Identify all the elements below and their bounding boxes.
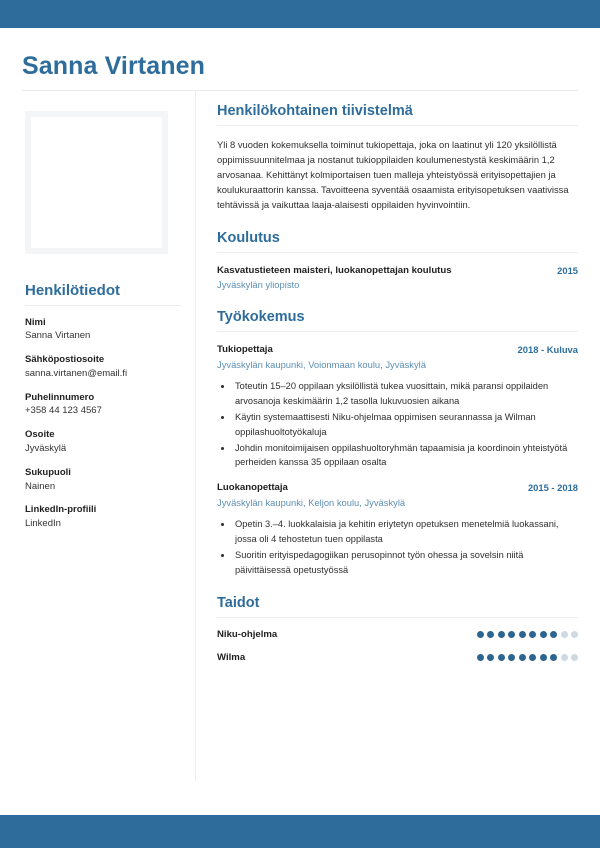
rating-dot-filled (550, 631, 557, 638)
entry-header (217, 481, 578, 495)
rating-dot-filled (529, 654, 536, 661)
experience-entry (217, 343, 578, 470)
rating-dot-filled (498, 654, 505, 661)
section-heading-experience: Työkokemus (217, 309, 305, 326)
section-heading-summary: Henkilökohtainen tiivistelmä (217, 102, 413, 119)
bullet-item: • Suoritin erityispedagogiikan perusopinnot työn ohessa ja sovelsin niitä päivittäisessä opetustyössä (233, 548, 578, 578)
info-label: Puhelinnumero (25, 391, 95, 403)
rating-dot-filled (487, 654, 494, 661)
rating-dot-empty (571, 654, 578, 661)
photo-placeholder (25, 111, 168, 254)
entry-organization: Jyväskylän kaupunki, Keljon koulu, Jyväskylä (217, 496, 406, 508)
skill-row (217, 652, 578, 663)
rating-dot-filled (487, 631, 494, 638)
sidebar-heading-divider (25, 305, 181, 306)
entry-organization: Jyväskylän kaupunki, Voionmaan koulu, Jyväskylä (217, 359, 426, 370)
rating-dot-empty (571, 631, 578, 638)
rating-dot-filled (540, 631, 547, 638)
two-column-layout (22, 91, 578, 781)
section-heading-skills: Taidot (217, 594, 260, 611)
summary-text: Yli 8 vuoden kokemuksella toiminut tukiopettaja, joka on laatinut yli 120 yksilöllistä oppimissuunnitelmaa ja nostanut tukioppilaiden koulumenestystä keskimäärin 1,2 arvosanaa. Kehittänyt kolmiportaisen tuen malleja yhteistyössä erityisopettajien ja koulukuraattorin kanssa. Tavoitteena syventää osaamista erityisopetuksen vaativissa tehtävissä ja vaikuttaa laaja-alaisesti oppilaiden hyvinvointiin. (217, 138, 569, 211)
education-entry (217, 264, 578, 293)
entry-date: 2018 - Kuluva (517, 344, 578, 356)
section-divider (217, 617, 578, 618)
rating-dot-filled (529, 631, 536, 638)
resume-content (0, 28, 600, 815)
main-column (196, 91, 578, 680)
info-label: Nimi (25, 316, 46, 328)
info-value: sanna.virtanen@email.fi (25, 367, 128, 379)
info-item-gender (25, 467, 181, 494)
bottom-decorative-band (0, 815, 600, 848)
entry-organization: Jyväskylän yliopisto (217, 279, 300, 291)
info-item-nimi (25, 317, 181, 344)
info-label: Sukupuoli (25, 466, 71, 478)
sidebar-heading: Henkilötiedot (25, 281, 121, 299)
rating-dot-filled (519, 654, 526, 661)
skill-row (217, 629, 578, 640)
entry-header (217, 343, 578, 357)
entry-header (217, 264, 578, 278)
info-item-address (25, 429, 181, 456)
rating-dot-filled (519, 631, 526, 638)
section-summary (217, 103, 578, 213)
info-value: Nainen (25, 480, 56, 492)
skill-name: Wilma (217, 651, 246, 663)
rating-dot-filled (477, 631, 484, 638)
info-label: Sähköpostiosoite (25, 354, 105, 366)
rating-dot-filled (498, 631, 505, 638)
info-value: Sanna Virtanen (25, 330, 91, 342)
entry-title: Kasvatustieteen maisteri, luokanopettajan koulutus (217, 264, 452, 276)
info-item-email (25, 354, 181, 381)
bullet-item: • Johdin monitoimijaisen oppilashuoltoryhmän tapaamisia ja koordinoin yhteistyötä perheiden kanssa 35 oppilaan osalta (233, 441, 578, 471)
info-value: +358 44 123 4567 (25, 405, 102, 417)
section-divider (217, 252, 578, 253)
section-skills (217, 595, 578, 663)
entry-title: Luokanopettaja (217, 482, 288, 494)
bullet-item: • Käytin systemaattisesti Niku-ohjelmaa oppimisen seurannassa ja Wilman oppilashuoltotyökaluja (233, 410, 578, 440)
skill-rating-dots (477, 654, 579, 661)
skill-rating-dots (477, 631, 579, 638)
rating-dot-filled (508, 654, 515, 661)
experience-entry (217, 481, 578, 577)
entry-date: 2015 (557, 264, 578, 276)
entry-bullet-list (217, 379, 578, 470)
info-label: LinkedIn-profiili (25, 504, 97, 516)
section-experience (217, 309, 578, 577)
section-divider (217, 125, 578, 126)
section-education (217, 230, 578, 293)
sidebar (22, 91, 196, 781)
rating-dot-filled (540, 654, 547, 661)
info-label: Osoite (25, 429, 55, 441)
rating-dot-empty (561, 654, 568, 661)
entry-date: 2015 - 2018 (527, 482, 578, 494)
rating-dot-filled (477, 654, 484, 661)
page-title: Sanna Virtanen (22, 52, 205, 80)
bullet-item: • Toteutin 15–20 oppilaan yksilöllistä tukea vuosittain, mikä paransi oppilaiden arvosanoja keskimäärin 1,2 tasolla lukuvuosien aikana (233, 379, 578, 409)
bullet-item: • Opetin 3.–4. luokkalaisia ja kehitin eriytetyn opetuksen menetelmiä luokassani, jossa oli 4 tehostetun tuen oppilasta (233, 517, 578, 547)
rating-dot-filled (550, 654, 557, 661)
section-divider (217, 331, 578, 332)
entry-bullet-list (217, 517, 578, 578)
info-value: Jyväskylä (25, 443, 67, 455)
rating-dot-filled (508, 631, 515, 638)
info-value[interactable]: LinkedIn (25, 518, 61, 530)
header (22, 28, 578, 90)
info-item-linkedin (25, 504, 181, 531)
info-item-phone (25, 392, 181, 419)
skill-name: Niku-ohjelma (217, 628, 278, 640)
rating-dot-empty (561, 631, 568, 638)
section-heading-education: Koulutus (217, 229, 280, 246)
top-decorative-band (0, 0, 600, 28)
entry-title: Tukiopettaja (217, 344, 273, 356)
